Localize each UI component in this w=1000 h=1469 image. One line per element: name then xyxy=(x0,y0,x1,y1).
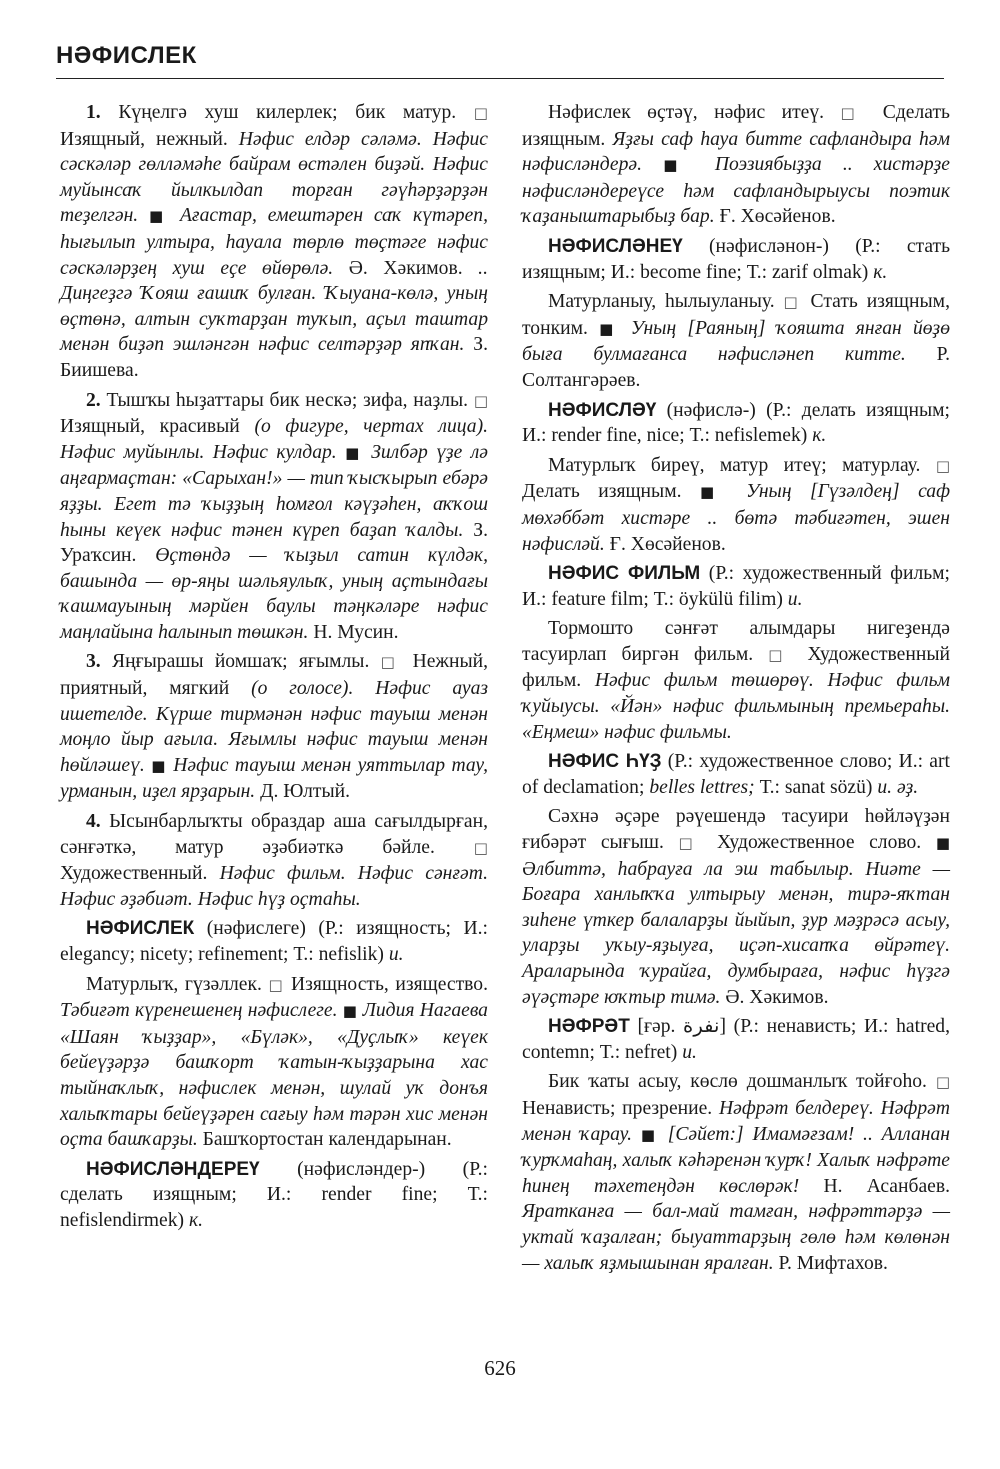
translation-square-icon: □ xyxy=(268,975,285,994)
definition-paragraph xyxy=(522,453,950,557)
translation-square-icon: □ xyxy=(473,391,489,410)
russian-translation: Изящный, нежный. xyxy=(60,128,228,150)
translation-square-icon: □ xyxy=(473,838,488,857)
quote-source: Ә. Хәкимов. xyxy=(725,986,829,1008)
translations: (Р.: изящность; И.: elegancy; nicety; refinement; Т.: nefislik) xyxy=(60,918,488,965)
quote-source: Башҡортостан календарынан. xyxy=(202,1129,452,1151)
literary-quote-marker-icon: ■ xyxy=(151,756,167,775)
quote-source: Ғ. Хөсәйенов. xyxy=(609,533,726,555)
examples: Яҙғы саф һауа битте сафландыра һәм нәфисләндерә. xyxy=(522,128,950,176)
definition-paragraph xyxy=(522,1069,950,1276)
literary-quote: Әлбиттә, һабрауға ла эш табылыр. Ниәте — Боғара ханлыҡҡа ултырыу менән, тирә-яҡтан зиһене үткер балаларҙы йыйып, ҙур мәҙрәсә асыу, уларҙы уҡыу-яҙыуға, иҫәп-хисапҡа өйрәтеү. Араларында ҡурайға, думбыраға, нәфис һүҙгә әүәҫтәре юҡтыр тимә. xyxy=(522,858,950,1008)
translations: (Р.: художественное слово; И.: art of declamation; xyxy=(522,751,950,798)
etymology: [ғәр. نفرة] xyxy=(637,1016,727,1038)
translations: (Р.: сделать изящным; И.: render fine; Т.: nefislendirmek) xyxy=(60,1158,488,1231)
sense-number: 3. xyxy=(86,651,101,673)
dictionary-entry-head xyxy=(60,916,488,967)
literary-quote: Уның [Раяның] ҡояшта янған йөҙө быға булмағанса нәфисләнеп китте. xyxy=(522,317,950,366)
dictionary-entry-head xyxy=(522,749,950,800)
literary-quote: Яратканға — бал-май тамған, нәфрәттәрҙә — уктай ҡаҙалған; быуаттарҙың гөлө һәм көлөнән — халыҡ яҙмышынан яралған. xyxy=(522,1201,950,1274)
dictionary-entry-head xyxy=(522,234,950,285)
sense-number: 1. xyxy=(86,102,101,123)
definition: Тышҡы һыҙаттары бик нескә; зифа, наҙлы. xyxy=(106,389,469,411)
sense-paragraph xyxy=(60,809,488,912)
literary-quote: Уның [Гүзәлдең] саф мөхәббәт хистәре .. бөтә тәбиғәтен, эшен нәфисләй. xyxy=(522,481,950,555)
definition-paragraph xyxy=(522,100,950,230)
quote-source: Д. Юлтый. xyxy=(260,781,351,803)
literary-quote-marker-icon: ■ xyxy=(935,834,950,853)
literary-quote: Лидия Нагаева «Шаян ҡыҙҙар», «Бүләк», «Дуҫлыҡ» кеүек бейеүҙәрҙә башҡорт ҡатын-ҡыҙҙарына хас тыйнаҡлыҡ, нәфислек менән, шулай уҡ донъя халыҡтары бейеүҙәрен сағыу һәм тәрән хис менән оҫта башҡарҙы. xyxy=(60,1000,488,1151)
russian-translation: Художественный фильм. xyxy=(522,643,950,692)
etymology: (нәфисләнон-) xyxy=(709,235,829,257)
definition-paragraph xyxy=(522,616,950,745)
definition-paragraph xyxy=(522,289,950,393)
translations-cont: Т.: sanat sözü) xyxy=(759,776,873,798)
sense-number: 4. xyxy=(86,811,101,833)
translation-square-icon: □ xyxy=(840,104,867,122)
literary-quote-marker-icon: ■ xyxy=(699,483,728,502)
dictionary-entry-head xyxy=(522,398,950,449)
definition: Сәхнә әҫәре рәүешендә тасуири һөйләүҙән ғибәрәт сығыш. xyxy=(522,806,950,854)
dictionary-entry-head xyxy=(522,561,950,612)
sense-paragraph xyxy=(60,388,488,646)
definition: Бик ҡаты асыу, көслө дошманлыҡ тойғоһо. xyxy=(548,1071,927,1093)
definition-paragraph xyxy=(60,972,488,1153)
translation-square-icon: □ xyxy=(380,653,402,672)
definition: Яңғырашы йомшаҡ; яғымлы. xyxy=(112,651,370,673)
right-column xyxy=(522,100,950,1280)
quote-source: Ғ. Хөсәйенов. xyxy=(719,206,836,228)
examples: Нәфис муйынлы. Нәфис кулдар. xyxy=(60,441,337,463)
russian-translation: Изящность, изящество. xyxy=(290,973,488,995)
literary-quote-marker-icon: ■ xyxy=(342,1002,358,1021)
russian-translation: Изящный, красивый xyxy=(60,416,240,438)
literary-quote-marker-icon: ■ xyxy=(640,1125,659,1144)
etymology: (нәфислеге) xyxy=(206,918,306,940)
etymology: (нәфислә-) xyxy=(666,399,756,421)
sense-paragraph xyxy=(60,649,488,805)
literary-quote-marker-icon: ■ xyxy=(149,207,170,226)
usage-note: (о фигуре, чертах лица). xyxy=(254,416,488,438)
headword: НӘФИСЛӘНЕҮ xyxy=(548,235,683,257)
quote-source: З. Биишева. xyxy=(60,334,488,381)
etymology: (нәфисләндер-) xyxy=(297,1158,426,1180)
usage-note: (о голосе). xyxy=(251,678,354,700)
definition-paragraph xyxy=(522,804,950,1010)
dictionary-entry-head xyxy=(60,1157,488,1234)
russian-translation: Художественный. xyxy=(60,863,208,885)
literary-quote: [Сәйет:] Имамәғзам! .. Алланан ҡурҡмаһаң, халыҡ кәһәренән ҡурҡ! Халыҡ нәфрәте һинең тәхетеңдән көслөрәк! xyxy=(522,1123,951,1197)
part-of-speech: и. xyxy=(388,944,404,965)
russian-translation: Стать изящным, тонким. xyxy=(522,291,950,339)
examples: Нәфрәт белдереү. Нәфрәт менән ҡарау. xyxy=(522,1097,950,1145)
russian-translation: Делать изящным. xyxy=(522,481,682,503)
page-number: 626 xyxy=(484,1356,516,1380)
quote-source: Н. Асанбаев. xyxy=(823,1175,950,1197)
definition: Тормошто сәнғәт алымдары нигеҙендә тасуирлап биргән фильм. xyxy=(522,618,950,665)
literary-quote: .. Диңгеҙгә Ҡояш ғашиҡ булған. Ҡыуана-көлә, уның өҫтөнә, алтын суҡтарҙан туҡып, аҫыл таштар менән биҙәп эшләнгән нәфис селтәрҙәр япҡан. xyxy=(60,257,488,356)
definition: Ысынбарлыҡты образдар аша сағылдырған, сәнғәткә, матур әҙәбиәткә бәйле. xyxy=(60,811,488,858)
part-of-speech: и. xyxy=(682,1041,697,1063)
headword: НӘФИСЛЕК xyxy=(86,918,195,940)
headword: НӘФИС ҺҮҘ xyxy=(548,751,662,773)
quote-source: Ә. Хәкимов. xyxy=(348,257,463,279)
translation-square-icon: □ xyxy=(783,293,802,312)
header-rule xyxy=(56,78,944,79)
headword: НӘФИС ФИЛЬМ xyxy=(548,563,701,585)
translations: (Р.: делать изящным; И.: render fine, nice; Т.: nefislemek) xyxy=(522,399,950,447)
translation-square-icon: □ xyxy=(678,834,703,853)
examples: Нәфис елдәр сәләмә. Нәфис сәскәләр гөлләмәһе байрам өстәлен биҙәй. Нәфис муйынсаҡ йылкылдап торған гәүһәрҙәрҙән теҙелгән. xyxy=(60,128,488,227)
part-of-speech: к. xyxy=(812,425,827,447)
translations: (Р.: художественный фильм; И.: feature film; Т.: öykülü filim) xyxy=(522,563,950,610)
translation-square-icon: □ xyxy=(473,104,488,122)
definition: Матурлыҡ биреү, матур итеү; матурлау. xyxy=(548,454,921,476)
literary-quote: Өҫтөндә — ҡыҙыл сатин күлдәк, башында — өр-яңы шәльяулыҡ, уның аҫтындағы ҡашмауының мәрйен баулы тәңкәләре нәфис маңлайына һалынып төшкән. xyxy=(60,545,488,643)
literary-quote-marker-icon: ■ xyxy=(345,443,363,462)
left-column xyxy=(60,100,488,1238)
literary-quote: Ағастар, емештәрен саҡ күтәреп, һығылып ултыра, һауала төрлө төҫтәге нәфис сәскәләрҙең хуш еҫе өйөрөлә. xyxy=(60,205,488,279)
translation-square-icon: □ xyxy=(935,1073,950,1092)
headword: НӘФИСЛӘНДЕРЕҮ xyxy=(86,1158,260,1180)
russian-translation: Художественное слово. xyxy=(716,832,922,854)
translation-square-icon: □ xyxy=(768,645,793,664)
literary-quote: Зилбәр үҙе лә аңғармаҫтан: «Сарыхан!» — тип ҡысҡырып ебәрә яҙҙы. Егет тә ҡыҙҙың һомғол кәүҙәһен, аҡҡош һыны кеүек нәфис тәнен күреп баҙап ҡалды. xyxy=(60,441,488,541)
translations: (Р.: стать изящным; И.: become fine; Т.: zarif olmak) xyxy=(522,235,951,283)
literary-quote-marker-icon: ■ xyxy=(663,156,694,175)
headword: НӘФИСЛӘҮ xyxy=(548,399,657,421)
definition: Матурланыу, һылыуланыу. xyxy=(548,291,775,313)
quote-source: З. Ураҡсин. xyxy=(60,519,488,567)
translations: (Р.: ненависть; И.: hatred, contemn; Т.: nefret) xyxy=(522,1016,950,1063)
part-of-speech: и. xyxy=(787,588,803,610)
definition: Күңелгә хуш килерлек; бик матур. xyxy=(118,102,457,123)
definition: Матурлыҡ, гүзәллек. xyxy=(86,973,262,995)
definition: Нәфислек өҫтәү, нәфис итеү. xyxy=(548,102,825,123)
part-of-speech: к. xyxy=(188,1209,204,1231)
examples: Тәбиғәт күренешенең нәфислеге. xyxy=(60,1000,338,1022)
part-of-speech: и. әҙ. xyxy=(877,776,919,798)
russian-translation: Ненависть; презрение. xyxy=(522,1097,713,1119)
literary-quote-marker-icon: ■ xyxy=(599,319,620,338)
examples: Нәфис фильм төшөрөү. Нәфис фильм ҡуйыусы. «Йән» нәфис фильмының премьераһы. «Еңмеш» нәфис фильмы. xyxy=(522,670,950,743)
dictionary-entry-head xyxy=(522,1014,950,1065)
russian-translation: Сделать изящным. xyxy=(522,102,950,150)
part-of-speech: к. xyxy=(873,261,888,283)
translation-square-icon: □ xyxy=(935,456,950,475)
examples: Нәфис фильм. Нәфис сәнғәт. Нәфис әҙәбиәт. Нәфис һүҙ оҫтаһы. xyxy=(60,863,488,910)
quote-source: Р. Солтангәрәев. xyxy=(522,344,950,391)
quote-source: Р. Мифтахов. xyxy=(778,1252,888,1274)
sense-number: 2. xyxy=(86,389,101,411)
headword: НӘФРӘТ xyxy=(548,1016,630,1038)
russian-translation: Нежный, приятный, мягкий xyxy=(60,651,488,700)
sense-paragraph xyxy=(60,100,488,384)
running-head: НӘФИСЛЕК xyxy=(56,42,197,69)
literary-quote: Поэзиябыҙҙа .. хистәрҙе нәфисләндереүсе һәм сафландырыусы поэтик ҡаҙаныштарыбыҙ бар. xyxy=(522,154,950,228)
quote-source: Н. Мусин. xyxy=(313,621,399,643)
examples: Нәфис ауаз ишетелде. Күрше тирмәнән нәфис тауыш менән моңло йыр ағыла. Яғымлы нәфис тауыш менән һөйләшеү. xyxy=(60,678,489,776)
literary-quote: Нәфис тауыш менән уяттылар тау, урманын, иҙел ярҙарын. xyxy=(60,754,488,803)
translations-italic: belles lettres; xyxy=(649,776,755,798)
